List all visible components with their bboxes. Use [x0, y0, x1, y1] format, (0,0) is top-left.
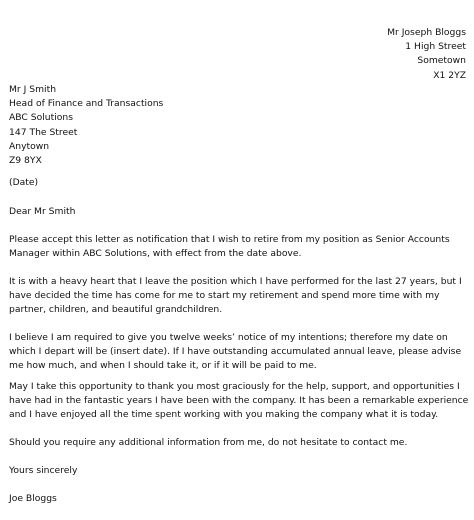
sender-street: 1 High Street [405, 41, 466, 53]
paragraph-line: me how much, and when I should take it, or if it will be paid to me. [9, 360, 317, 372]
paragraph-line: and I have enjoyed all the time spent working with you making the company what it is today. [9, 409, 439, 421]
sender-name: Mr Joseph Bloggs [387, 27, 466, 38]
paragraph-line: It is with a heavy heart that I leave the position which I have performed for the last 27 years, but I [9, 276, 462, 287]
recipient-street: 147 The Street [9, 126, 78, 138]
paragraph-2 [9, 275, 465, 318]
recipient-town: Anytown [9, 140, 50, 152]
paragraph-line: I believe I am required to give you twelve weeks’ notice of my intentions; therefore my date on [9, 332, 448, 343]
paragraph-4 [9, 380, 469, 423]
signature-name: Joe Bloggs [9, 493, 57, 504]
recipient-company: ABC Solutions [9, 112, 73, 124]
paragraph-line: have decided the time has come for me to start my retirement and spend more time with my [9, 290, 440, 302]
paragraph-line: Please accept this letter as notification that I wish to retire from my position as Senior Accounts [9, 234, 450, 245]
letter-date: (Date) [9, 177, 39, 188]
recipient-address [9, 83, 163, 168]
paragraph-1 [9, 233, 465, 261]
paragraph-line: which I depart will be (insert date). If I have outstanding accumulated annual leave, please advise [9, 346, 462, 358]
salutation: Dear Mr Smith [9, 206, 76, 217]
closing: Yours sincerely [9, 465, 78, 476]
recipient-title: Head of Finance and Transactions [9, 98, 164, 110]
paragraph-line: Should you require any additional information from me, do not hesitate to contact me. [9, 437, 408, 448]
sender-address [387, 26, 466, 83]
paragraph-line: partner, children, and beautiful grandchildren. [9, 304, 223, 316]
recipient-postcode: Z9 8YX [9, 155, 42, 167]
paragraph-line: have had in the fantastic years I have been with the company. It has been a remarkable experience [9, 395, 469, 407]
paragraph-line: May I take this opportunity to thank you most graciously for the help, support, and opportunities I [9, 381, 460, 392]
sender-postcode: X1 2YZ [433, 69, 466, 81]
sender-town: Sometown [417, 55, 466, 67]
recipient-name: Mr J Smith [9, 84, 57, 95]
paragraph-3 [9, 331, 465, 374]
paragraph-line: Manager within ABC Solutions, with effect from the date above. [9, 248, 302, 260]
paragraph-5 [9, 436, 465, 450]
